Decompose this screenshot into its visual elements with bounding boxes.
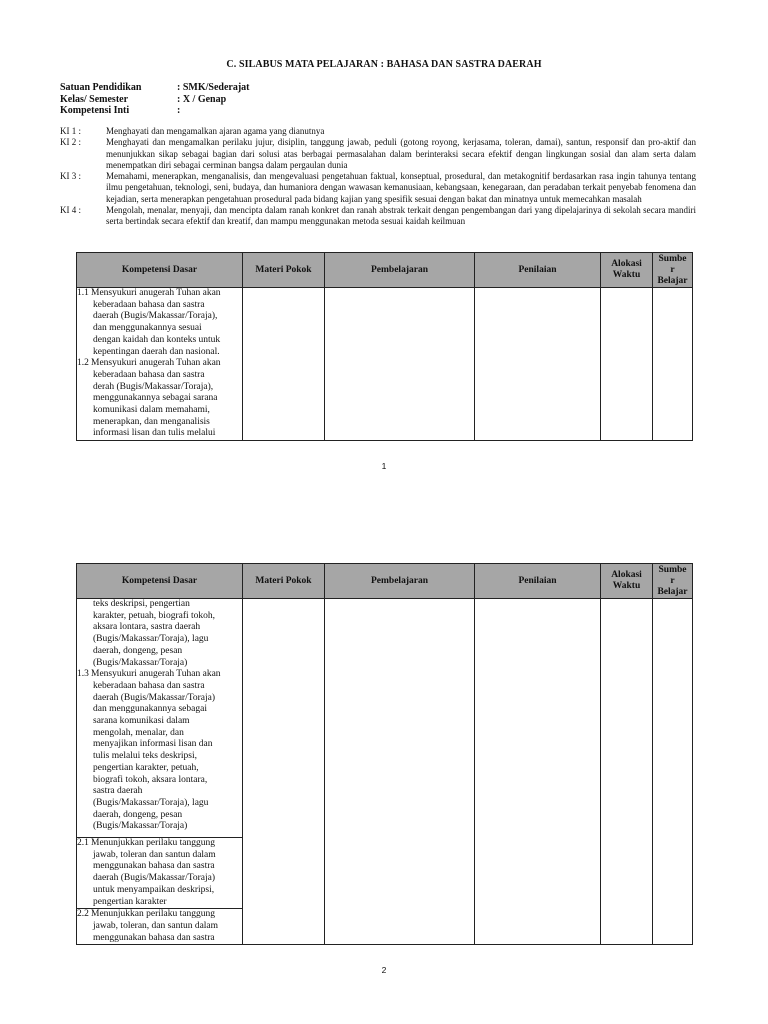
kd-line: dan menggunakannya sesuai <box>93 323 202 334</box>
header-sumber-line: Sumbe <box>658 564 687 575</box>
header-alokasi-line: Alokasi <box>611 259 642 269</box>
kd-cell <box>77 599 243 838</box>
kd-line: Mensyukuri anugerah Tuhan akan <box>91 669 221 680</box>
kd-number: 2.2 <box>77 909 89 920</box>
kd-cell <box>77 838 243 909</box>
kd-cell <box>77 909 243 945</box>
header-sumber-line: Belajar <box>657 275 688 286</box>
kd-item-1-1 <box>77 288 242 358</box>
meta-row-kompetensi <box>60 105 250 117</box>
kd-line: aksara lontara, sastra daerah <box>93 622 201 633</box>
header-sumber-line: Belajar <box>657 586 688 597</box>
kd-line: sarana komunikasi dalam <box>93 716 190 727</box>
meta-value: : X / Genap <box>177 93 227 105</box>
kd-line: daerah (Bugis/Makassar/Toraja) <box>93 873 215 884</box>
page-number-2: 2 <box>381 965 387 975</box>
kd-item-2-2 <box>77 909 242 944</box>
kd-line: keberadaan bahasa dan sastra <box>93 369 205 380</box>
alokasi-cell <box>601 288 653 441</box>
syllabus-title: C. SILABUS MATA PELAJARAN : BAHASA DAN SASTRA DAERAH <box>226 59 542 70</box>
kd-line: pengertian karakter <box>93 896 167 907</box>
kd-line: keberadaan bahasa dan sastra <box>93 299 205 310</box>
header-sumber-line: r <box>670 575 675 586</box>
table-header-row <box>77 253 693 288</box>
kd-line: menggunakan bahasa dan sastra <box>93 861 215 872</box>
syllabus-table-page-1 <box>76 252 693 441</box>
kd-line: jawab, toleran dan santun dalam <box>93 849 216 860</box>
kd-line: daerah (Bugis/Makassar/Toraja) <box>93 692 215 703</box>
kd-item-1-3 <box>77 669 242 833</box>
kd-number: 1.3 <box>77 669 89 680</box>
syllabus-table-page-2 <box>76 563 693 945</box>
kd-line: keberadaan bahasa dan sastra <box>93 680 205 691</box>
kd-item-2-1 <box>77 838 242 908</box>
ki-label: KI 4 : <box>60 205 81 216</box>
ki-text: Menghayati dan mengamalkan ajaran agama yang dianutnya <box>106 126 325 136</box>
header-penilaian: Penilaian <box>475 564 601 599</box>
header-sumber-line: r <box>670 264 675 275</box>
kd-continuation <box>77 599 242 669</box>
kd-line: daerah, dongeng, pesan <box>93 645 183 656</box>
header-alokasi-waktu <box>601 253 653 288</box>
kd-line: karakter, petuah, biografi tokoh, <box>93 610 216 621</box>
ki-1 <box>60 126 696 137</box>
kd-line: (Bugis/Makassar/Toraja), lagu <box>93 634 209 645</box>
kd-line: untuk menyampaikan deskripsi, <box>93 884 215 895</box>
kd-line: dan menggunakannya sebagai <box>93 704 207 715</box>
ki-text: Mengolah, menalar, menyaji, dan mencipta dalam ranah konkret dan ranah abstrak terkait dengan pengembangan dari yang dipelajarinya di sekolah secara mandiri serta bertindak secara efektif dan kreatif, dan mampu menggunakan metoda sesuai kaidah keilmuan <box>106 205 696 227</box>
ki-4 <box>60 205 696 228</box>
kd-number: 2.1 <box>77 838 89 848</box>
meta-label: Satuan Pendidikan <box>60 82 142 93</box>
kd-line: pengertian karakter, petuah, <box>93 762 199 773</box>
kd-line: sastra daerah <box>93 786 143 797</box>
sumber-cell <box>653 288 693 441</box>
meta-label: Kelas/ Semester <box>60 93 129 105</box>
kd-line: Menunjukkan perilaku tanggung <box>91 838 216 848</box>
kd-line: menyajikan informasi lisan dan <box>93 739 213 750</box>
meta-row-kelas <box>60 94 250 106</box>
pembelajaran-cell <box>325 288 475 441</box>
materi-cell <box>243 599 325 945</box>
syllabus-meta <box>60 82 250 117</box>
materi-cell <box>243 288 325 441</box>
kd-line: (Bugis/Makassar/Toraja) <box>93 821 188 832</box>
pembelajaran-cell <box>325 599 475 945</box>
kd-line: informasi lisan dan tulis melalui <box>93 428 216 439</box>
kd-line: teks deskripsi, pengertian <box>93 599 190 609</box>
kd-line: mengolah, menalar, dan <box>93 727 184 738</box>
kd-line: menggunakan bahasa dan sastra <box>93 932 215 943</box>
penilaian-cell <box>475 288 601 441</box>
kd-line: dengan kaidah dan konteks untuk <box>93 334 221 345</box>
kd-line: (Bugis/Makassar/Toraja) <box>93 657 188 668</box>
kd-line: Menunjukkan perilaku tanggung <box>91 909 216 920</box>
kd-line: (Bugis/Makassar/Toraja), lagu <box>93 797 209 808</box>
header-sumber-belajar <box>653 564 693 599</box>
kd-item-1-2 <box>77 358 242 440</box>
alokasi-cell <box>601 599 653 945</box>
kd-line: menerapkan, dan menganalisis <box>93 416 210 427</box>
ki-label: KI 3 : <box>60 171 81 182</box>
header-materi-pokok: Materi Pokok <box>243 253 325 288</box>
kd-number: 1.2 <box>77 358 89 369</box>
ki-text: Memahami, menerapkan, menganalisis, dan mengevaluasi pengetahuan faktual, konseptual, prosedural, dan metakognitif berdasarkan rasa ingin tahunya tentang ilmu pengetahuan, teknologi, seni, budaya, dan humaniora dengan wawasan kemanusiaan, kebangsaan, kenegaraan, dan peradaban terkait penyebab fenomena dan kejadian, serta menerapkan pengetahuan prosedural pada bidang kajian yang spesifik sesuai dengan bakat dan minatnya untuk memecahkan masalah <box>106 171 696 204</box>
page-number-1: 1 <box>381 461 387 471</box>
kd-line: daerah (Bugis/Makassar/Toraja), <box>93 311 218 322</box>
penilaian-cell <box>475 599 601 945</box>
table-row <box>77 599 693 838</box>
kd-cell <box>77 288 243 441</box>
sumber-cell <box>653 599 693 945</box>
ki-label: KI 1 : <box>60 126 81 136</box>
kd-line: Mensyukuri anugerah Tuhan akan <box>91 358 221 369</box>
ki-2 <box>60 137 696 171</box>
table-row <box>77 288 693 441</box>
header-penilaian: Penilaian <box>475 253 601 288</box>
kompetensi-inti-list <box>60 126 696 228</box>
header-materi-pokok: Materi Pokok <box>243 564 325 599</box>
kd-line: derah (Bugis/Makassar/Toraja), <box>93 381 214 392</box>
header-alokasi-line: Waktu <box>612 581 641 591</box>
header-sumber-belajar <box>653 253 693 288</box>
kd-line: menggunakannya sebagai sarana <box>93 393 218 404</box>
kd-line: kepentingan daerah dan nasional. <box>93 346 220 357</box>
kd-line: biografi tokoh, aksara lontara, <box>93 774 208 785</box>
meta-label: Kompetensi Inti <box>60 105 130 116</box>
header-alokasi-waktu <box>601 564 653 599</box>
header-pembelajaran: Pembelajaran <box>325 564 475 599</box>
kd-line: jawab, toleran, dan santun dalam <box>93 920 219 931</box>
header-kompetensi-dasar: Kompetensi Dasar <box>77 253 243 288</box>
table-header-row <box>77 564 693 599</box>
header-alokasi-line: Alokasi <box>611 570 642 580</box>
ki-text: Menghayati dan mengamalkan perilaku jujur, disiplin, tanggung jawab, peduli (gotong royong, kerjasama, toleran, damai), santun, responsif dan pro-aktif dan menunjukkan sikap sebagai bagian dari solusi atas berbagai permasalahan dalam berinteraksi secara efektif dengan lingkungan sosial dan alam serta dalam menempatkan diri sebagai cerminan bangsa dalam pergaulan dunia <box>106 137 696 170</box>
kd-line: tulis melalui teks deskripsi, <box>93 751 197 762</box>
meta-value: : SMK/Sederajat <box>177 82 250 93</box>
kd-line: komunikasi dalam memahami, <box>93 405 210 416</box>
header-alokasi-line: Waktu <box>612 270 641 280</box>
header-pembelajaran: Pembelajaran <box>325 253 475 288</box>
kd-line: Mensyukuri anugerah Tuhan akan <box>91 288 221 298</box>
meta-value: : <box>177 105 181 116</box>
ki-label: KI 2 : <box>60 137 81 148</box>
ki-3 <box>60 171 696 205</box>
meta-row-satuan <box>60 82 250 94</box>
header-sumber-line: Sumbe <box>658 253 687 264</box>
header-kompetensi-dasar: Kompetensi Dasar <box>77 564 243 599</box>
kd-number: 1.1 <box>77 288 89 298</box>
kd-line: daerah, dongeng, pesan <box>93 809 183 820</box>
